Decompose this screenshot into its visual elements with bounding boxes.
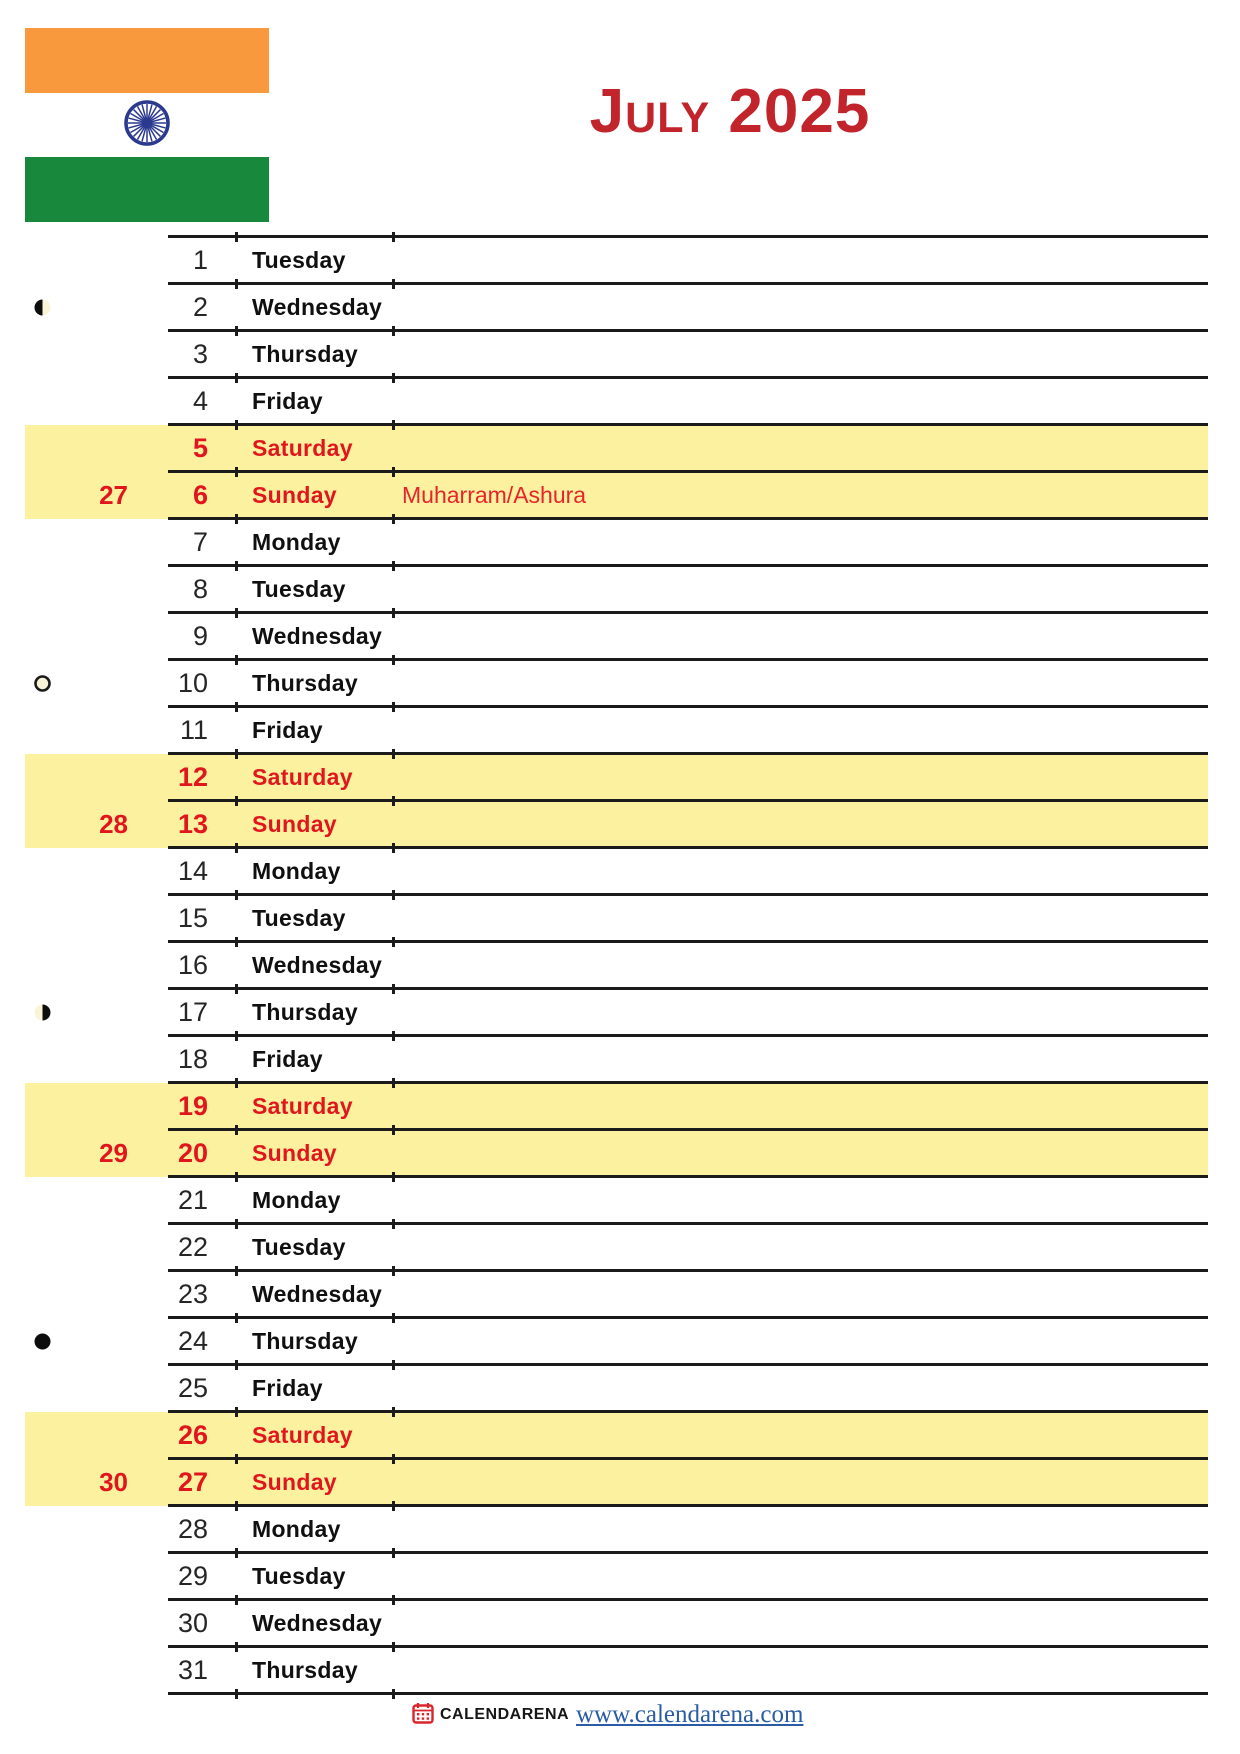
day-name: Wednesday: [252, 294, 383, 320]
day-name: Thursday: [252, 999, 358, 1025]
column-tick: [392, 420, 395, 430]
column-tick: [392, 1266, 395, 1276]
day-number: 24: [177, 1326, 208, 1356]
day-name: Saturday: [252, 1422, 353, 1448]
day-name: Friday: [252, 388, 323, 414]
flag-saffron-band: [25, 28, 269, 93]
day-number: 2: [192, 292, 208, 322]
day-number: 23: [177, 1279, 208, 1309]
row-separator-line: [168, 1457, 1208, 1460]
row-separator-line: [168, 1128, 1208, 1131]
calendar-day-row: [0, 1412, 1240, 1459]
day-number: 31: [177, 1655, 208, 1685]
column-tick: [235, 467, 238, 477]
row-separator-line: [168, 1551, 1208, 1554]
row-separator-line: [168, 846, 1208, 849]
calendar-day-row: [0, 1271, 1240, 1318]
calendar-day-row: [0, 1459, 1240, 1506]
calendar-day-row: [0, 1365, 1240, 1412]
column-tick: [392, 1313, 395, 1323]
day-number: 7: [192, 527, 208, 557]
page-title: July 2025: [589, 77, 871, 146]
calendar-day-row: [0, 1318, 1240, 1365]
calendar-day-row: [0, 942, 1240, 989]
column-tick: [392, 279, 395, 289]
calendar-list: [0, 237, 1240, 1694]
row-separator-line: [168, 705, 1208, 708]
day-name: Monday: [252, 529, 341, 555]
column-tick: [235, 1266, 238, 1276]
flag-white-band: [25, 93, 269, 158]
week-number: 30: [99, 1467, 128, 1497]
row-separator-line: [168, 1410, 1208, 1413]
column-tick: [235, 890, 238, 900]
day-number: 19: [177, 1091, 208, 1121]
column-tick: [392, 1219, 395, 1229]
row-separator-line: [168, 1222, 1208, 1225]
row-separator-line: [168, 1692, 1208, 1695]
calendar-day-row: [0, 284, 1240, 331]
row-separator-line: [168, 1598, 1208, 1601]
first-quarter-moon-icon: [34, 299, 51, 316]
calendar-day-row: [0, 1036, 1240, 1083]
day-number: 28: [177, 1514, 208, 1544]
row-separator-line: [168, 470, 1208, 473]
day-number: 1: [192, 245, 208, 275]
day-name: Friday: [252, 717, 323, 743]
day-name: Thursday: [252, 1657, 358, 1683]
brand-name: CALENDARENA: [440, 1706, 570, 1723]
calendar-day-row: [0, 237, 1240, 284]
row-separator-line: [168, 517, 1208, 520]
week-number: 27: [99, 480, 128, 510]
day-name: Monday: [252, 1187, 341, 1213]
column-tick: [235, 1172, 238, 1182]
day-name: Wednesday: [252, 952, 383, 978]
calendar-day-row: [0, 801, 1240, 848]
column-tick: [392, 1360, 395, 1370]
day-name: Thursday: [252, 1328, 358, 1354]
calendar-day-row: [0, 989, 1240, 1036]
calendar-day-row: [0, 754, 1240, 801]
column-tick: [392, 232, 395, 242]
row-separator-line: [168, 940, 1208, 943]
calendar-day-row: [0, 1647, 1240, 1694]
day-name: Wednesday: [252, 1610, 383, 1636]
day-name: Monday: [252, 1516, 341, 1542]
column-tick: [235, 1548, 238, 1558]
day-name: Thursday: [252, 670, 358, 696]
holiday-note: Muharram/Ashura: [402, 482, 587, 508]
calendar-day-row: [0, 566, 1240, 613]
day-name: Friday: [252, 1375, 323, 1401]
day-name: Thursday: [252, 341, 358, 367]
india-flag: [25, 28, 269, 222]
column-tick: [235, 1642, 238, 1652]
column-tick: [392, 1595, 395, 1605]
column-tick: [392, 1454, 395, 1464]
day-number: 8: [192, 574, 208, 604]
day-number: 20: [177, 1138, 208, 1168]
column-tick: [392, 1501, 395, 1511]
calendar-icon: [412, 1702, 434, 1729]
column-tick: [392, 1172, 395, 1182]
calendar-day-row: [0, 378, 1240, 425]
day-number: 18: [177, 1044, 208, 1074]
column-tick: [392, 373, 395, 383]
day-name: Tuesday: [252, 1563, 346, 1589]
column-tick: [235, 1031, 238, 1041]
website-link[interactable]: www.calendarena.com: [576, 1701, 804, 1728]
row-separator-line: [168, 1175, 1208, 1178]
calendar-day-row: [0, 707, 1240, 754]
calendar-day-row: [0, 425, 1240, 472]
column-tick: [392, 1031, 395, 1041]
day-name: Sunday: [252, 482, 337, 508]
full-moon-icon: [34, 675, 51, 692]
last-quarter-moon-icon: [34, 1004, 51, 1021]
calendar-day-row: [0, 1177, 1240, 1224]
day-number: 10: [177, 668, 208, 698]
column-tick: [235, 702, 238, 712]
ashoka-chakra-icon: [123, 99, 171, 152]
column-tick: [392, 655, 395, 665]
day-number: 5: [192, 433, 208, 463]
column-tick: [235, 1313, 238, 1323]
column-tick: [235, 937, 238, 947]
column-tick: [235, 655, 238, 665]
column-tick: [392, 1642, 395, 1652]
column-tick: [235, 1595, 238, 1605]
calendar-day-row: [0, 1130, 1240, 1177]
column-tick: [235, 326, 238, 336]
day-number: 15: [177, 903, 208, 933]
day-number: 21: [177, 1185, 208, 1215]
column-tick: [235, 1407, 238, 1417]
row-separator-line: [168, 329, 1208, 332]
row-separator-line: [168, 987, 1208, 990]
day-number: 6: [192, 480, 208, 510]
day-number: 30: [177, 1608, 208, 1638]
row-separator-line: [168, 752, 1208, 755]
row-separator-line: [168, 1504, 1208, 1507]
column-tick: [392, 1125, 395, 1135]
column-tick: [392, 514, 395, 524]
brand: [412, 1694, 569, 1736]
calendar-day-row: [0, 613, 1240, 660]
row-separator-line: [168, 564, 1208, 567]
day-name: Wednesday: [252, 1281, 383, 1307]
column-tick: [235, 984, 238, 994]
day-number: 4: [192, 386, 208, 416]
column-tick: [392, 984, 395, 994]
row-separator-line: [168, 282, 1208, 285]
row-separator-line: [168, 1316, 1208, 1319]
column-tick: [235, 1501, 238, 1511]
column-tick: [235, 749, 238, 759]
day-name: Saturday: [252, 764, 353, 790]
day-number: 29: [177, 1561, 208, 1591]
day-number: 3: [192, 339, 208, 369]
day-number: 27: [177, 1467, 208, 1497]
flag-green-band: [25, 157, 269, 222]
calendar-day-row: [0, 660, 1240, 707]
row-separator-line: [168, 658, 1208, 661]
day-number: 14: [177, 856, 208, 886]
day-number: 11: [179, 715, 208, 745]
column-tick: [235, 1454, 238, 1464]
column-tick: [392, 1548, 395, 1558]
day-name: Sunday: [252, 1469, 337, 1495]
day-name: Sunday: [252, 811, 337, 837]
column-tick: [392, 749, 395, 759]
row-separator-line: [168, 893, 1208, 896]
column-tick: [235, 608, 238, 618]
day-number: 22: [177, 1232, 208, 1262]
day-name: Sunday: [252, 1140, 337, 1166]
column-tick: [392, 326, 395, 336]
column-tick: [392, 702, 395, 712]
calendar-day-row: [0, 895, 1240, 942]
column-tick: [235, 1689, 238, 1699]
day-name: Monday: [252, 858, 341, 884]
week-number: 28: [99, 809, 128, 839]
column-tick: [235, 1360, 238, 1370]
column-tick: [235, 1125, 238, 1135]
column-tick: [392, 1689, 395, 1699]
calendar-day-row: [0, 1506, 1240, 1553]
column-tick: [235, 1219, 238, 1229]
day-name: Wednesday: [252, 623, 383, 649]
column-tick: [235, 232, 238, 242]
row-separator-line: [168, 1034, 1208, 1037]
calendar-day-row: [0, 1553, 1240, 1600]
calendar-day-row: [0, 1600, 1240, 1647]
column-tick: [235, 843, 238, 853]
day-name: Saturday: [252, 435, 353, 461]
column-tick: [392, 561, 395, 571]
row-separator-line: [168, 235, 1208, 238]
day-name: Tuesday: [252, 905, 346, 931]
column-tick: [235, 420, 238, 430]
day-number: 16: [177, 950, 208, 980]
calendar-day-row: [0, 472, 1240, 519]
row-separator-line: [168, 1363, 1208, 1366]
column-tick: [392, 608, 395, 618]
column-tick: [392, 1407, 395, 1417]
column-tick: [235, 514, 238, 524]
calendar-day-row: [0, 848, 1240, 895]
day-name: Tuesday: [252, 1234, 346, 1260]
column-tick: [392, 1078, 395, 1088]
column-tick: [392, 843, 395, 853]
column-tick: [235, 373, 238, 383]
column-tick: [392, 796, 395, 806]
new-moon-icon: [34, 1333, 51, 1350]
column-tick: [235, 561, 238, 571]
column-tick: [392, 890, 395, 900]
row-separator-line: [168, 1081, 1208, 1084]
calendar-day-row: [0, 1083, 1240, 1130]
row-separator-line: [168, 611, 1208, 614]
row-separator-line: [168, 423, 1208, 426]
column-tick: [235, 796, 238, 806]
day-number: 9: [192, 621, 208, 651]
column-tick: [235, 279, 238, 289]
day-number: 13: [177, 809, 208, 839]
calendar-day-row: [0, 519, 1240, 566]
day-name: Tuesday: [252, 576, 346, 602]
day-name: Saturday: [252, 1093, 353, 1119]
row-separator-line: [168, 1645, 1208, 1648]
day-number: 26: [177, 1420, 208, 1450]
column-tick: [392, 937, 395, 947]
row-separator-line: [168, 376, 1208, 379]
calendar-day-row: [0, 1224, 1240, 1271]
row-separator-line: [168, 1269, 1208, 1272]
day-number: 12: [177, 762, 208, 792]
day-name: Tuesday: [252, 247, 346, 273]
day-number: 25: [177, 1373, 208, 1403]
column-tick: [392, 467, 395, 477]
day-name: Friday: [252, 1046, 323, 1072]
week-number: 29: [99, 1138, 128, 1168]
day-number: 17: [177, 997, 208, 1027]
row-separator-line: [168, 799, 1208, 802]
column-tick: [235, 1078, 238, 1088]
calendar-day-row: [0, 331, 1240, 378]
footer: [0, 1694, 1240, 1744]
